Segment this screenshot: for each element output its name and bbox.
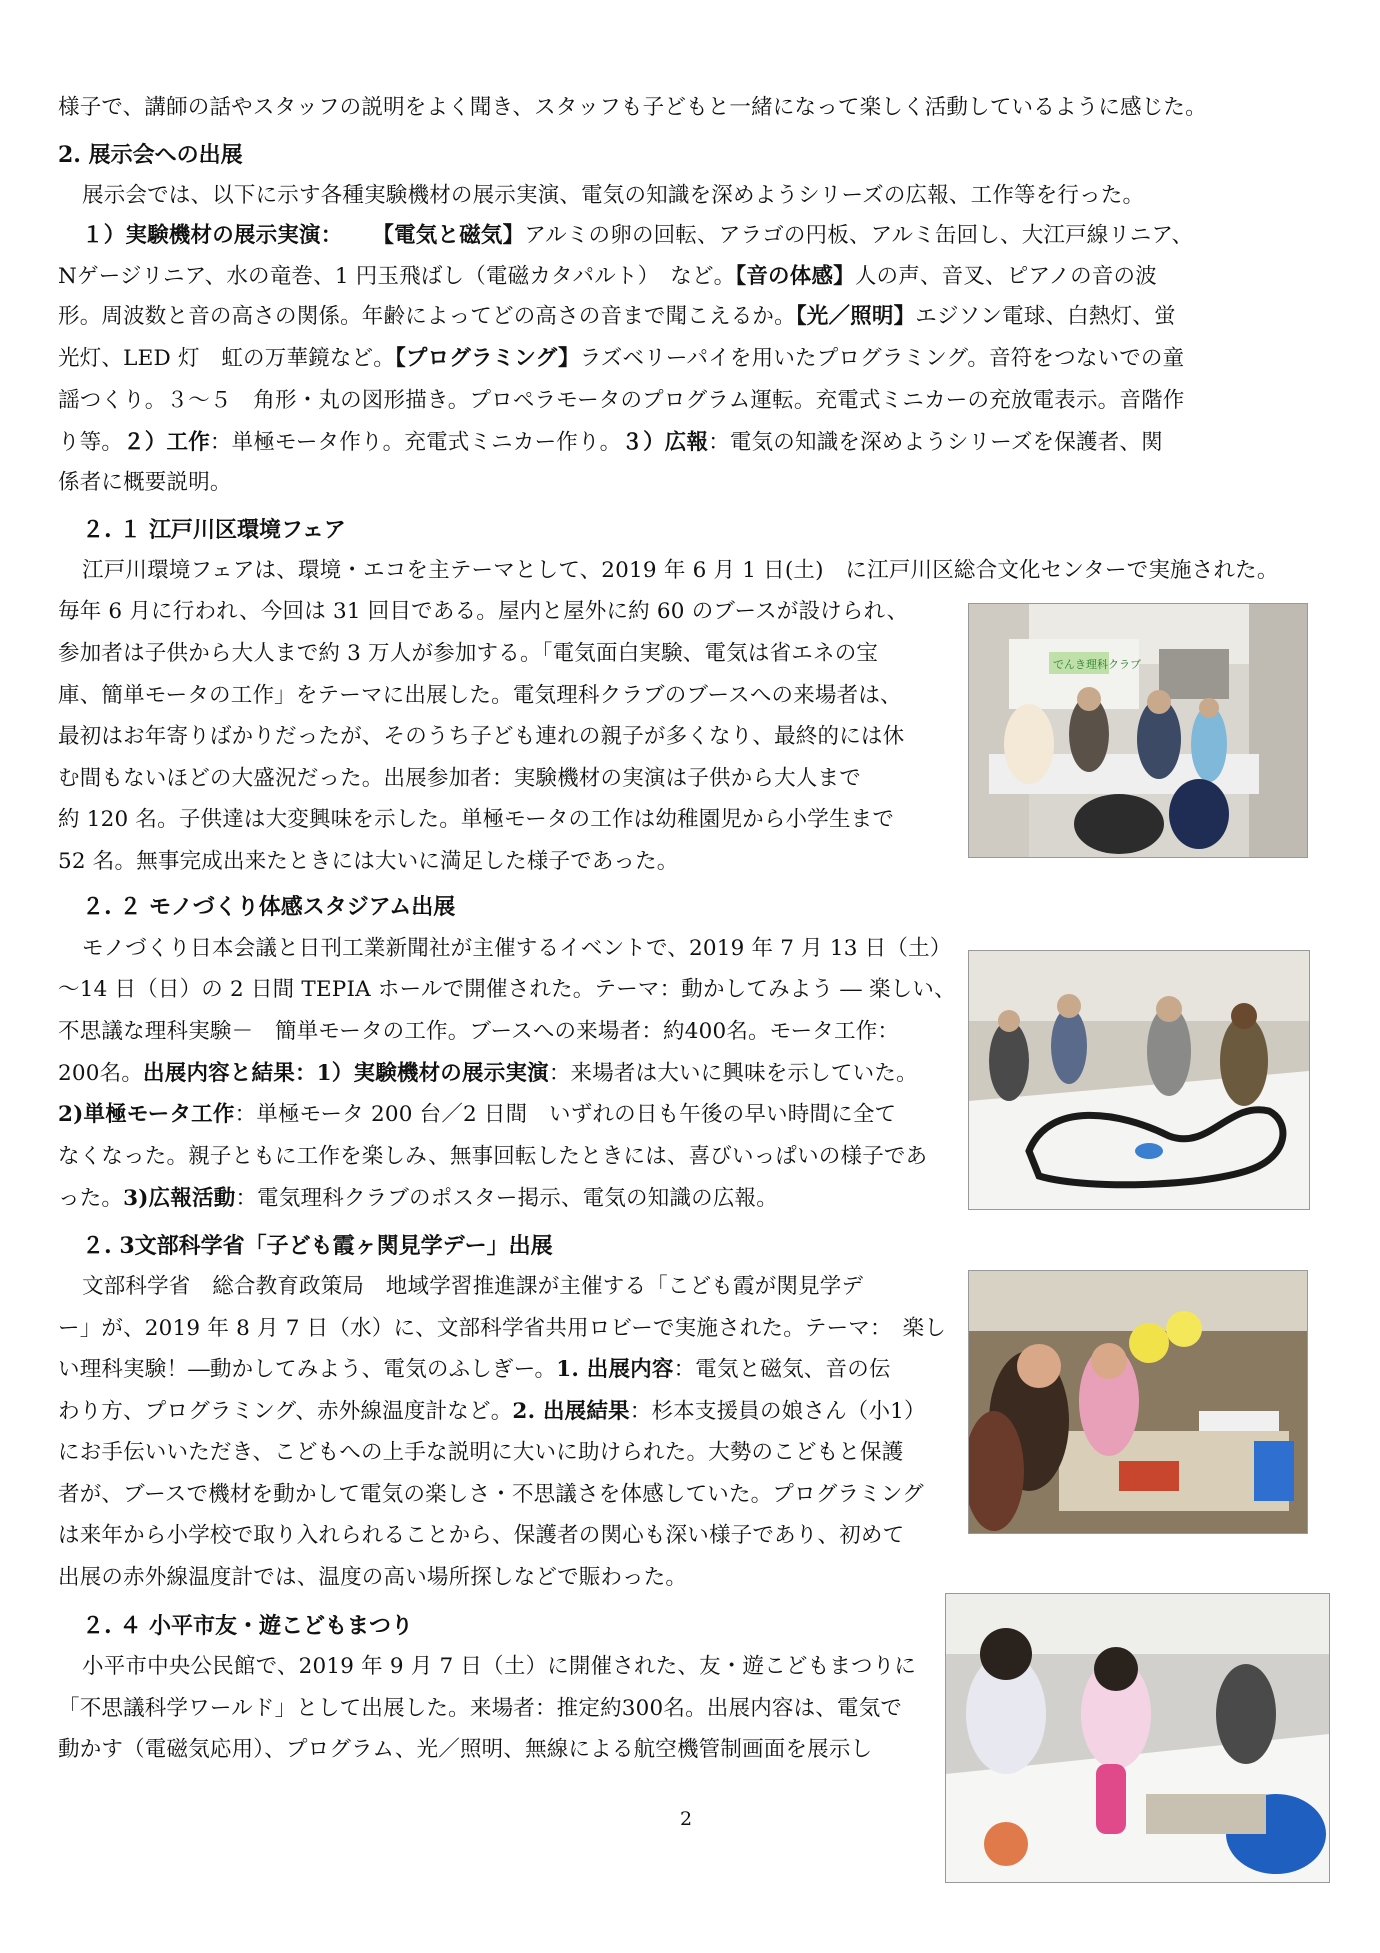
bold-label: ２）工作	[123, 430, 210, 455]
text-line: 謡つくり。３～５ 角形・丸の図形描き。プロペラモータのプログラム運転。充電式ミニカーの充放電表示。音階作	[58, 388, 1185, 413]
text-span: ：電気の知識を深めようシリーズを保護者、関	[708, 430, 1163, 455]
text-span: ：単極モータ 200 台／2 日間 いずれの日も午後の早い時間に全て	[234, 1102, 897, 1127]
text-line: む間もないほどの大盛況だった。出展参加者：実験機材の実演は子供から大人まで	[58, 766, 861, 791]
text-line: モノづくり日本会議と日刊工業新聞社が主催するイベントで、2019 年 7 月 13 日（土）	[82, 936, 952, 961]
photo-edogawa-fair	[968, 603, 1308, 858]
text-line: 「不思議科学ワールド」として出展した。来場者：推定約300名。出展内容は、電気で	[58, 1696, 903, 1721]
text-line	[58, 263, 1157, 291]
text-line: 不思議な理科実験－ 簡単モータの工作。ブースへの来場者：約400名。モータ工作：	[58, 1019, 900, 1044]
text-line	[58, 1185, 778, 1213]
bold-label: 【電気と磁気】	[372, 223, 525, 248]
text-span: ：杉本支援員の娘さん（小1）	[629, 1399, 926, 1424]
photo-kodaira-festival	[945, 1593, 1330, 1883]
text-line: 小平市中央公民館で、2019 年 9 月 7 日（土）に開催された、友・遊こどもまつりに	[82, 1654, 917, 1679]
text-line	[58, 1398, 926, 1426]
bold-label: 1. 出展内容	[556, 1357, 674, 1382]
text-span: エジソン電球、白熱灯、蛍	[915, 304, 1176, 329]
photo-monozukuri-stadium	[968, 950, 1310, 1210]
text-span: ：電気理科クラブのポスター掲示、電気の知識の広報。	[235, 1186, 778, 1211]
bold-label: 3)広報活動	[123, 1186, 236, 1211]
text-line: 動かす（電磁気応用）、プログラム、光／照明、無線による航空機管制画面を展示し	[58, 1737, 873, 1762]
photo-kasumigaseki-day	[968, 1270, 1308, 1534]
text-span: 人の声、音叉、ピアノの音の波	[854, 264, 1157, 289]
text-line: 参加者は子供から大人まで約 3 万人が参加する。「電気面白実験、電気は省エネの宝	[58, 641, 879, 666]
text-line	[58, 345, 1184, 373]
text-span: 200名。	[58, 1061, 144, 1086]
section-heading-2-1: ２. １ 江戸川区環境フェア	[82, 517, 346, 543]
text-line: 江戸川環境フェアは、環境・エコを主テーマとして、2019 年 6 月 1 日(土) に江戸川区総合文化センターで実施された。	[82, 558, 1279, 583]
section-heading-2-2: ２. ２ モノづくり体感スタジアム出展	[82, 894, 456, 920]
text-line: 者が、ブースで機材を動かして電気の楽しさ・不思議さを体感していた。プログラミング	[58, 1482, 924, 1507]
text-line	[58, 1060, 918, 1088]
text-line	[58, 303, 1176, 331]
text-line: 庫、簡単モータの工作」をテーマに出展した。電気理科クラブのブースへの来場者は、	[58, 683, 902, 708]
text-line	[82, 222, 1193, 250]
text-line: 文部科学省 総合教育政策局 地域学習推進課が主催する「こども霞が関見学デ	[82, 1274, 864, 1299]
text-span: ：電気と磁気、音の伝	[673, 1357, 891, 1382]
text-span: Nゲージリニア、水の竜巻、1 円玉飛ばし（電磁カタパルト） など。	[58, 264, 736, 289]
text-span: り等。	[58, 430, 124, 455]
text-line	[58, 1356, 891, 1384]
text-line: 様子で、講師の話やスタッフの説明をよく聞き、スタッフも子どもと一緒になって楽しく活動しているように感じた。	[58, 95, 1207, 120]
bold-label: 2)単極モータ工作	[58, 1102, 235, 1127]
text-line: 係者に概要説明。	[58, 470, 232, 495]
text-line: は来年から小学校で取り入れられることから、保護者の関心も深い様子であり、初めて	[58, 1523, 905, 1548]
text-line: ～14 日（日）の 2 日間 TEPIA ホールで開催された。テーマ：動かしてみよう ― 楽しい、	[58, 977, 956, 1002]
text-span: 形。周波数と音の高さの関係。年齢によってどの高さの音まで聞こえるか。	[58, 304, 796, 329]
text-span: わり方、プログラミング、赤外線温度計など。	[58, 1399, 513, 1424]
text-line	[58, 1101, 896, 1129]
photo-sign-text: でんき理科クラブ	[1053, 658, 1141, 671]
bold-label: １）実験機材の展示実演：	[82, 223, 343, 248]
text-line: ー」が、2019 年 8 月 7 日（水）に、文部科学省共用ロビーで実施された。テーマ： 楽し	[58, 1316, 947, 1341]
bold-label: 出展内容と結果：1）実験機材の展示実演	[143, 1061, 549, 1086]
text-line	[58, 429, 1163, 457]
text-line: 52 名。無事完成出来たときには大いに満足した様子であった。	[58, 849, 679, 874]
text-span: アルミの卵の回転、アラゴの円板、アルミ缶回し、大江戸線リニア、	[524, 223, 1194, 248]
text-span: ：来場者は大いに興味を示していた。	[548, 1061, 918, 1086]
section-heading-2: 2. 展示会への出展	[58, 142, 243, 168]
text-line: 約 120 名。子供達は大変興味を示した。単極モータの工作は幼稚園児から小学生まで	[58, 807, 895, 832]
text-line: 毎年 6 月に行われ、今回は 31 回目である。屋内と屋外に約 60 のブースが設けられ、	[58, 599, 909, 624]
page-number: 2	[680, 1808, 693, 1830]
text-span: い理科実験！―動かしてみよう、電気のふしぎー。	[58, 1357, 557, 1382]
bold-label: 【プログラミング】	[394, 346, 580, 371]
bold-label: 【音の体感】	[735, 264, 855, 289]
bold-label: 2. 出展結果	[512, 1399, 630, 1424]
text-span: 光灯、LED 灯 虹の万華鏡など。	[58, 346, 395, 371]
text-span: ラズベリーパイを用いたプログラミング。音符をつないでの童	[579, 346, 1185, 371]
text-line: なくなった。親子ともに工作を楽しみ、無事回転したときには、喜びいっぱいの様子であ	[58, 1144, 928, 1169]
bold-label: ３）広報	[621, 430, 709, 455]
text-line: 出展の赤外線温度計では、温度の高い場所探しなどで賑わった。	[58, 1565, 688, 1590]
bold-label: 【光／照明】	[795, 304, 916, 329]
text-span: ：単極モータ作り。充電式ミニカー作り。	[209, 430, 622, 455]
text-line: にお手伝いいただき、こどもへの上手な説明に大いに助けられた。大勢のこどもと保護	[58, 1440, 904, 1465]
section-heading-2-4: ２. ４ 小平市友・遊こどもまつり	[82, 1613, 413, 1639]
text-span: った。	[58, 1186, 124, 1211]
text-line: 最初はお年寄りばかりだったが、そのうち子ども連れの親子が多くなり、最終的には休	[58, 724, 905, 749]
section-heading-2-3: ２. 3文部科学省「子ども霞ヶ関見学デー」出展	[82, 1233, 553, 1259]
text-line: 展示会では、以下に示す各種実験機材の展示実演、電気の知識を深めようシリーズの広報、工作等を行った。	[82, 183, 1145, 208]
